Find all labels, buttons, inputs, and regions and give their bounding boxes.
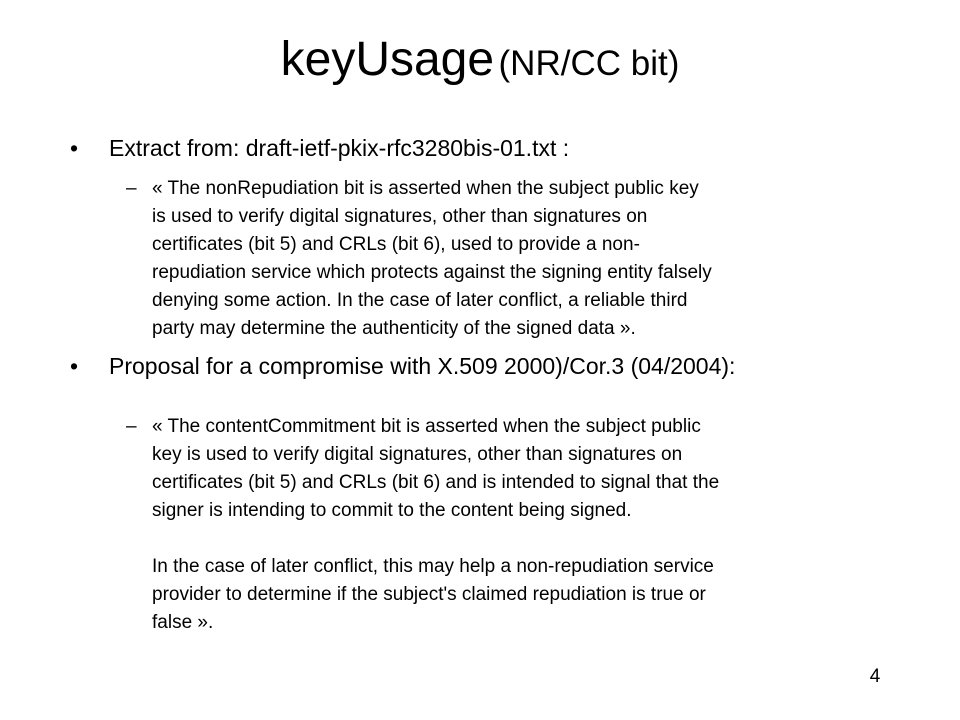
quote-line: certificates (bit 5) and CRLs (bit 6) and is intended to signal that the <box>152 472 720 493</box>
slide-title-main: keyUsage <box>280 33 495 86</box>
quote-line: denying some action. In the case of later conflict, a reliable third <box>152 290 688 311</box>
quote-line-blank <box>152 525 719 553</box>
quote-line: party may determine the authenticity of the signed data ». <box>152 318 636 339</box>
bullet-text: Extract from: draft-ietf-pkix-rfc3280bis-01.txt : <box>109 135 570 161</box>
quote-line: certificates (bit 5) and CRLs (bit 6), used to provide a non- <box>152 234 640 255</box>
quote-line: repudiation service which protects against the signing entity falsely <box>152 262 712 283</box>
bullet-text: Proposal for a compromise with X.509 2000)/Cor.3 (04/2004): <box>109 353 736 379</box>
quote-line: « The contentCommitment bit is asserted when the subject public <box>152 416 701 437</box>
quote-line: is used to verify digital signatures, other than signatures on <box>152 206 648 227</box>
quote-line: key is used to verify digital signatures, other than signatures on <box>152 444 683 465</box>
slide-title-subtitle: (NR/CC bit) <box>498 44 680 83</box>
page-number: 4 <box>869 666 881 687</box>
quote-line: In the case of later conflict, this may help a non-repudiation service <box>152 556 714 577</box>
quote-line: « The nonRepudiation bit is asserted when the subject public key <box>152 178 699 199</box>
quote-line: signer is intending to commit to the content being signed. <box>152 500 632 521</box>
sub-bullet-marker: – <box>126 178 137 199</box>
quote-line: provider to determine if the subject's claimed repudiation is true or <box>152 584 706 605</box>
quote-line: false ». <box>152 612 214 633</box>
bullet-marker: • <box>70 353 79 379</box>
sub-bullet-marker: – <box>126 416 137 437</box>
bullet-marker: • <box>70 135 79 161</box>
slide-title <box>0 33 960 86</box>
quote-text <box>152 413 719 637</box>
quote-text <box>152 175 712 343</box>
